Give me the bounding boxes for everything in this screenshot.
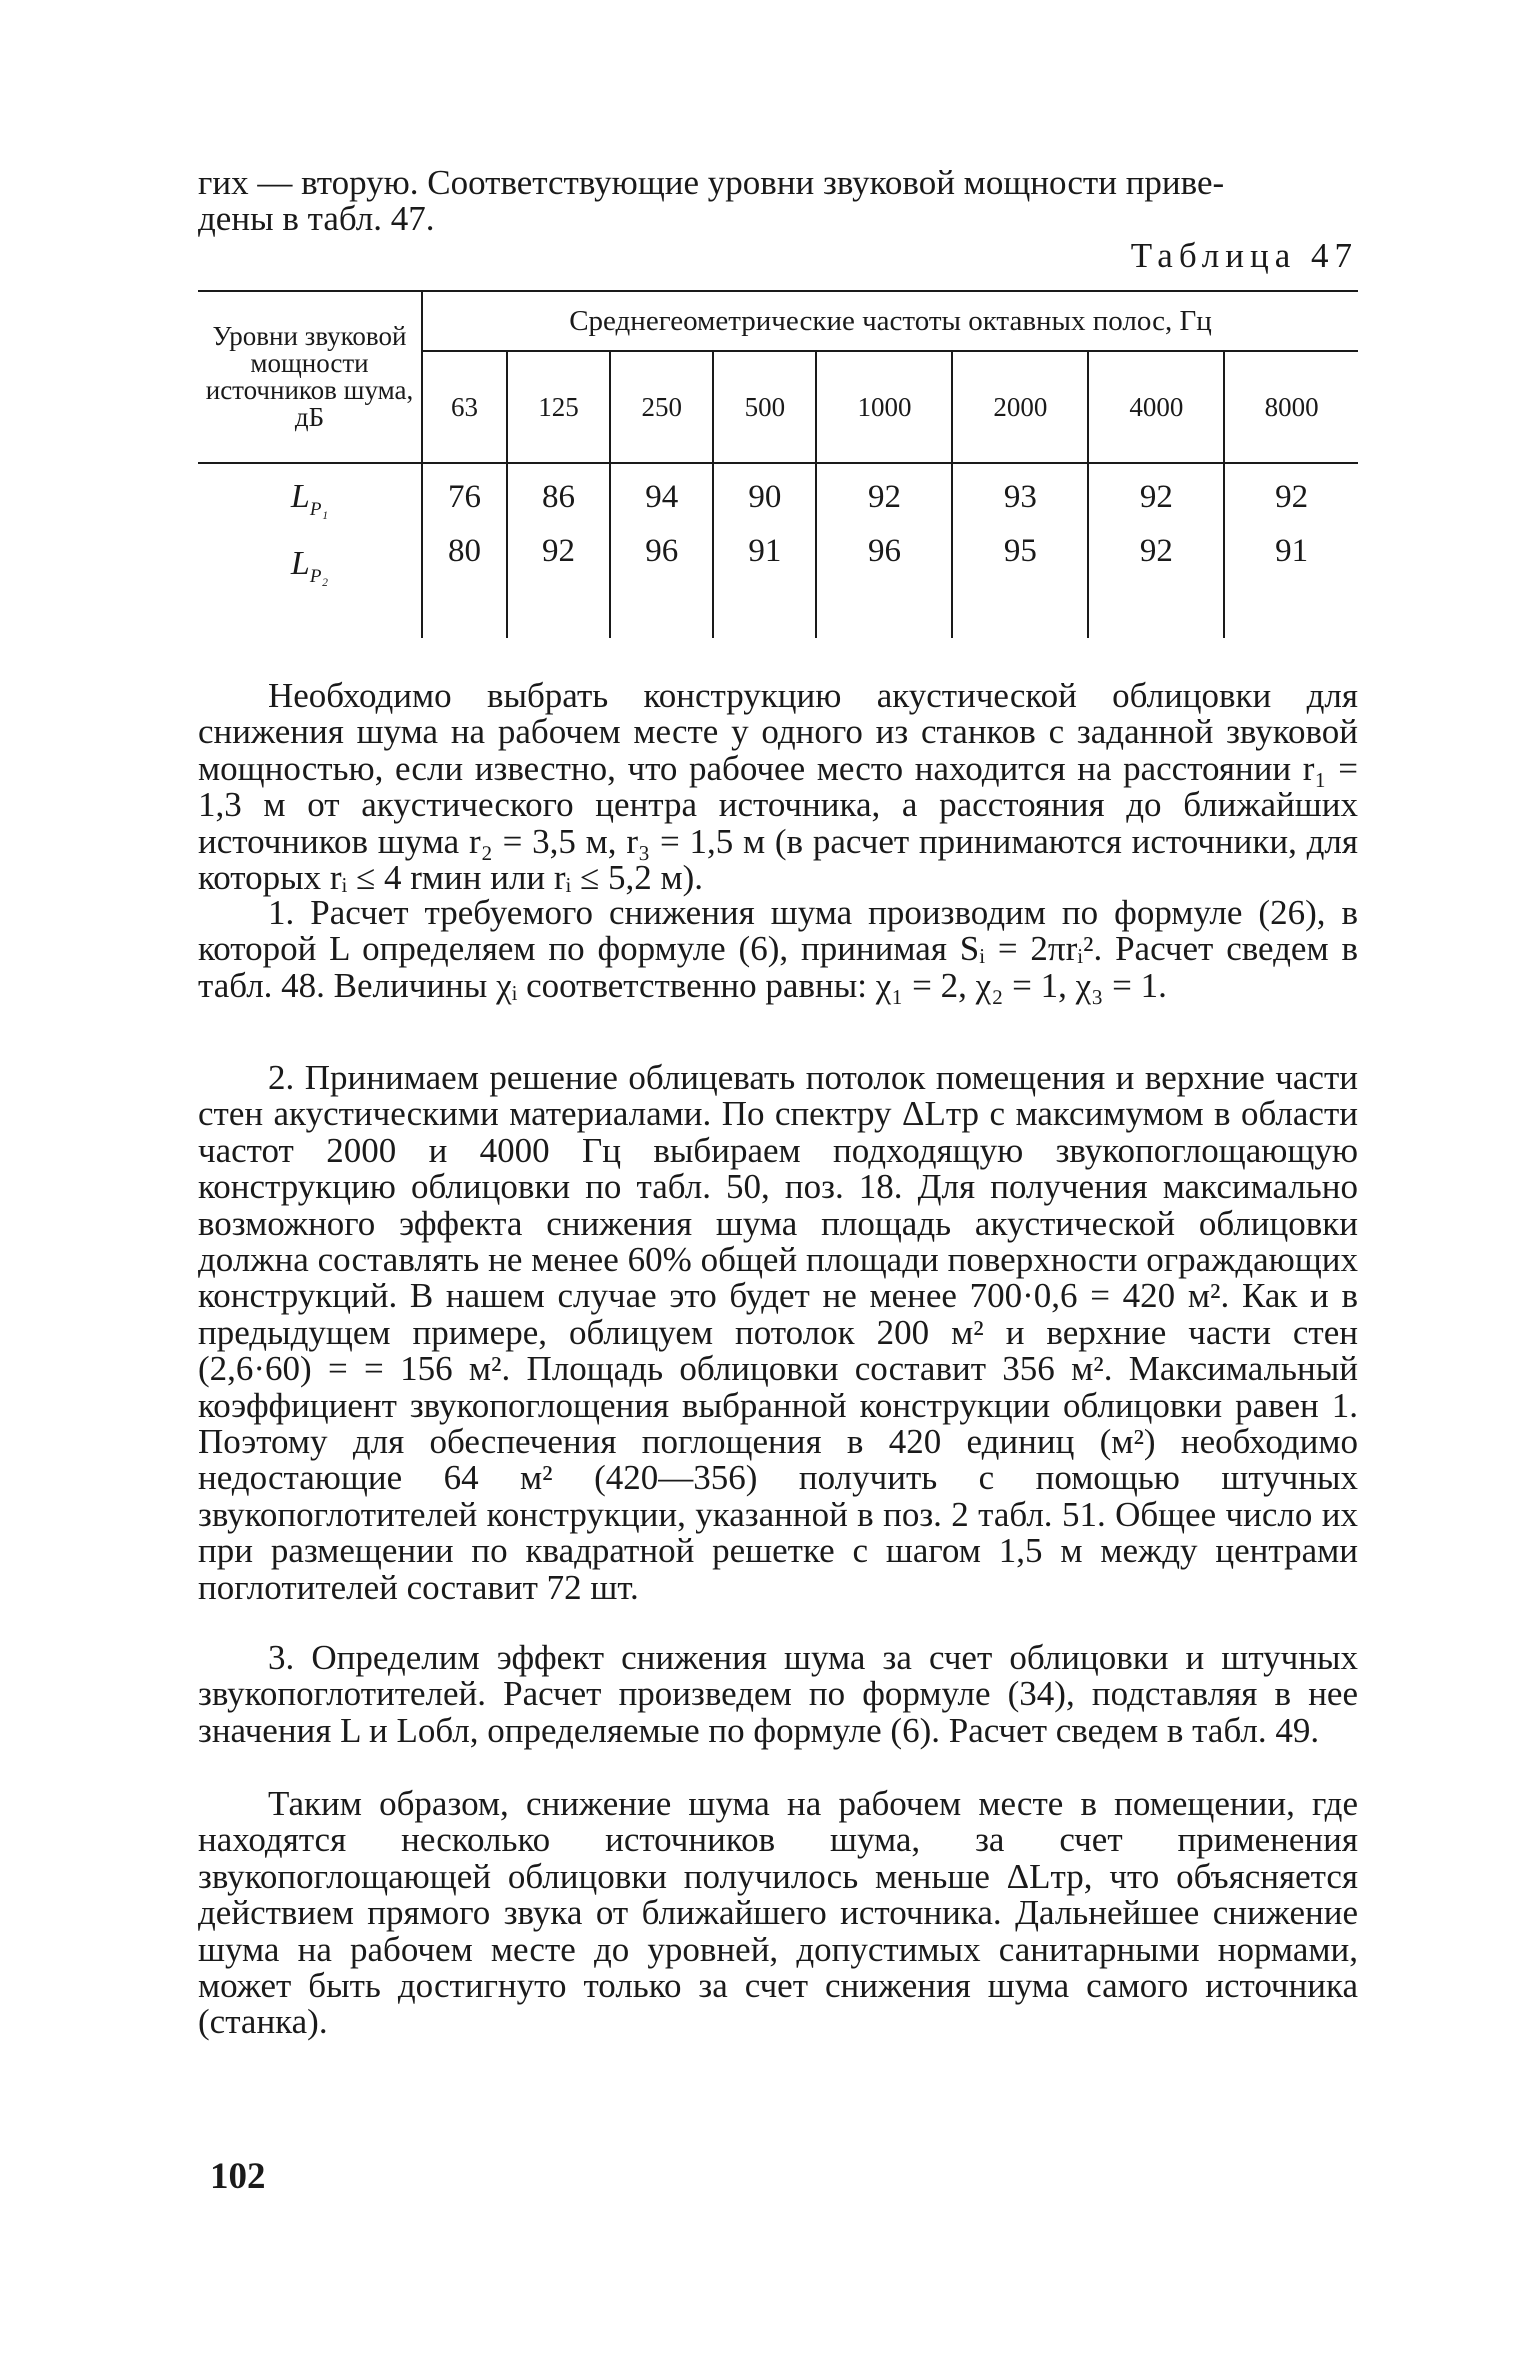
col-4000: 92 92 [1088, 463, 1224, 638]
paragraph-problem: Необходимо выбрать конструкцию акустической облицовки для снижения шума на рабочем месте у одного из станков с заданной звуковой мощностью, если известно, что рабочее место находится на расстоянии r₁ = 1,3 м от акустического центра источника, а расстояния до ближайших источников шума r₂ = 3,5 м, r₃ = 1,5 м (в расчет принимаются источники, для которых rᵢ ≤ 4 rмин или rᵢ ≤ 5,2 м). [198, 676, 1358, 898]
table-data-row [198, 463, 1358, 638]
freq-2000: 2000 [952, 351, 1088, 463]
paragraph-conclusion: Таким образом, снижение шума на рабочем месте в помещении, где находятся несколько источников шума, за счет применения звукопоглощающей облицовки получилось меньше ΔLтр, что объясняется действием прямого звука от ближайшего источника. Дальнейшее снижение шума на рабочем месте до уровней, допустимых санитарными нормами, может быть достигнуто только за счет снижения шума самого источника (станка). [198, 1784, 1358, 2042]
intro-line-1: гих — вторую. Соответствующие уровни звуковой мощности приве- [198, 163, 1225, 202]
freq-125: 125 [507, 351, 610, 463]
col-250: 94 96 [610, 463, 713, 638]
intro-text [198, 165, 1358, 238]
page-number: 102 [210, 2156, 266, 2197]
col-63: 76 80 [422, 463, 507, 638]
col-1000: 92 96 [816, 463, 952, 638]
table-caption: Таблица 47 [1130, 236, 1358, 275]
paragraph-step-3: 3. Определим эффект снижения шума за счет облицовки и штучных звукопоглотителей. Расчет произведем по формуле (34), подставляя в нее значения L и Lобл, определяемые по формуле (6). Расчет сведем в табл. 49. [198, 1638, 1358, 1750]
row-labels [198, 463, 422, 638]
paragraph-step-2: 2. Принимаем решение облицевать потолок помещения и верхние части стен акустическими материалами. По спектру ΔLтр с максимумом в области частот 2000 и 4000 Гц выбираем подходящую звукопоглощающую конструкцию облицовки по табл. 50, поз. 18. Для получения максимально возможного эффекта снижения шума площадь акустической облицовки должна составлять не менее 60% общей площади поверхности ограждающих конструкций. В нашем случае это будет не менее 700·0,6 = 420 м². Как и в предыдущем примере, облицуем потолок 200 м² и верхние части стен (2,6·60) = = 156 м². Площадь облицовки составит 356 м². Максимальный коэффициент звукопоглощения выбранной конструкции облицовки равен 1. Поэтому для обеспечения поглощения в 420 единиц (м²) необходимо недостающие 64 м² (420—356) получить с помощью штучных звукопоглотителей конструкции, указанной в поз. 2 табл. 51. Общее число их при размещении по квадратной решетке с шагом 1,5 м между центрами поглотителей составит 72 шт. [198, 1058, 1358, 1607]
freq-500: 500 [713, 351, 816, 463]
col-125: 86 92 [507, 463, 610, 638]
freq-250: 250 [610, 351, 713, 463]
col-8000: 92 91 [1224, 463, 1358, 638]
freq-8000: 8000 [1224, 351, 1358, 463]
freq-1000: 1000 [816, 351, 952, 463]
col-2000: 93 95 [952, 463, 1088, 638]
paragraph-step-1: 1. Расчет требуемого снижения шума производим по формуле (26), в которой L определяем по формуле (6), принимая Sᵢ = 2πrᵢ². Расчет сведем в табл. 48. Величины χᵢ соответственно равны: χ₁ = 2, χ₂ = 1, χ₃ = 1. [198, 893, 1358, 1005]
freq-63: 63 [422, 351, 507, 463]
intro-line-2: дены в табл. 47. [198, 199, 435, 239]
table-row-header: Уровни звуковой мощности источников шума, дБ [198, 291, 422, 463]
freq-4000: 4000 [1088, 351, 1224, 463]
row-label-lp2: $L_{P_2}$ [290, 544, 329, 587]
table-47 [198, 290, 1358, 638]
table-group-header: Среднегеометрические частоты октавных полос, Гц [422, 291, 1358, 351]
row-label-lp1: $L_{P_1}$ [290, 478, 329, 520]
col-500: 90 91 [713, 463, 816, 638]
